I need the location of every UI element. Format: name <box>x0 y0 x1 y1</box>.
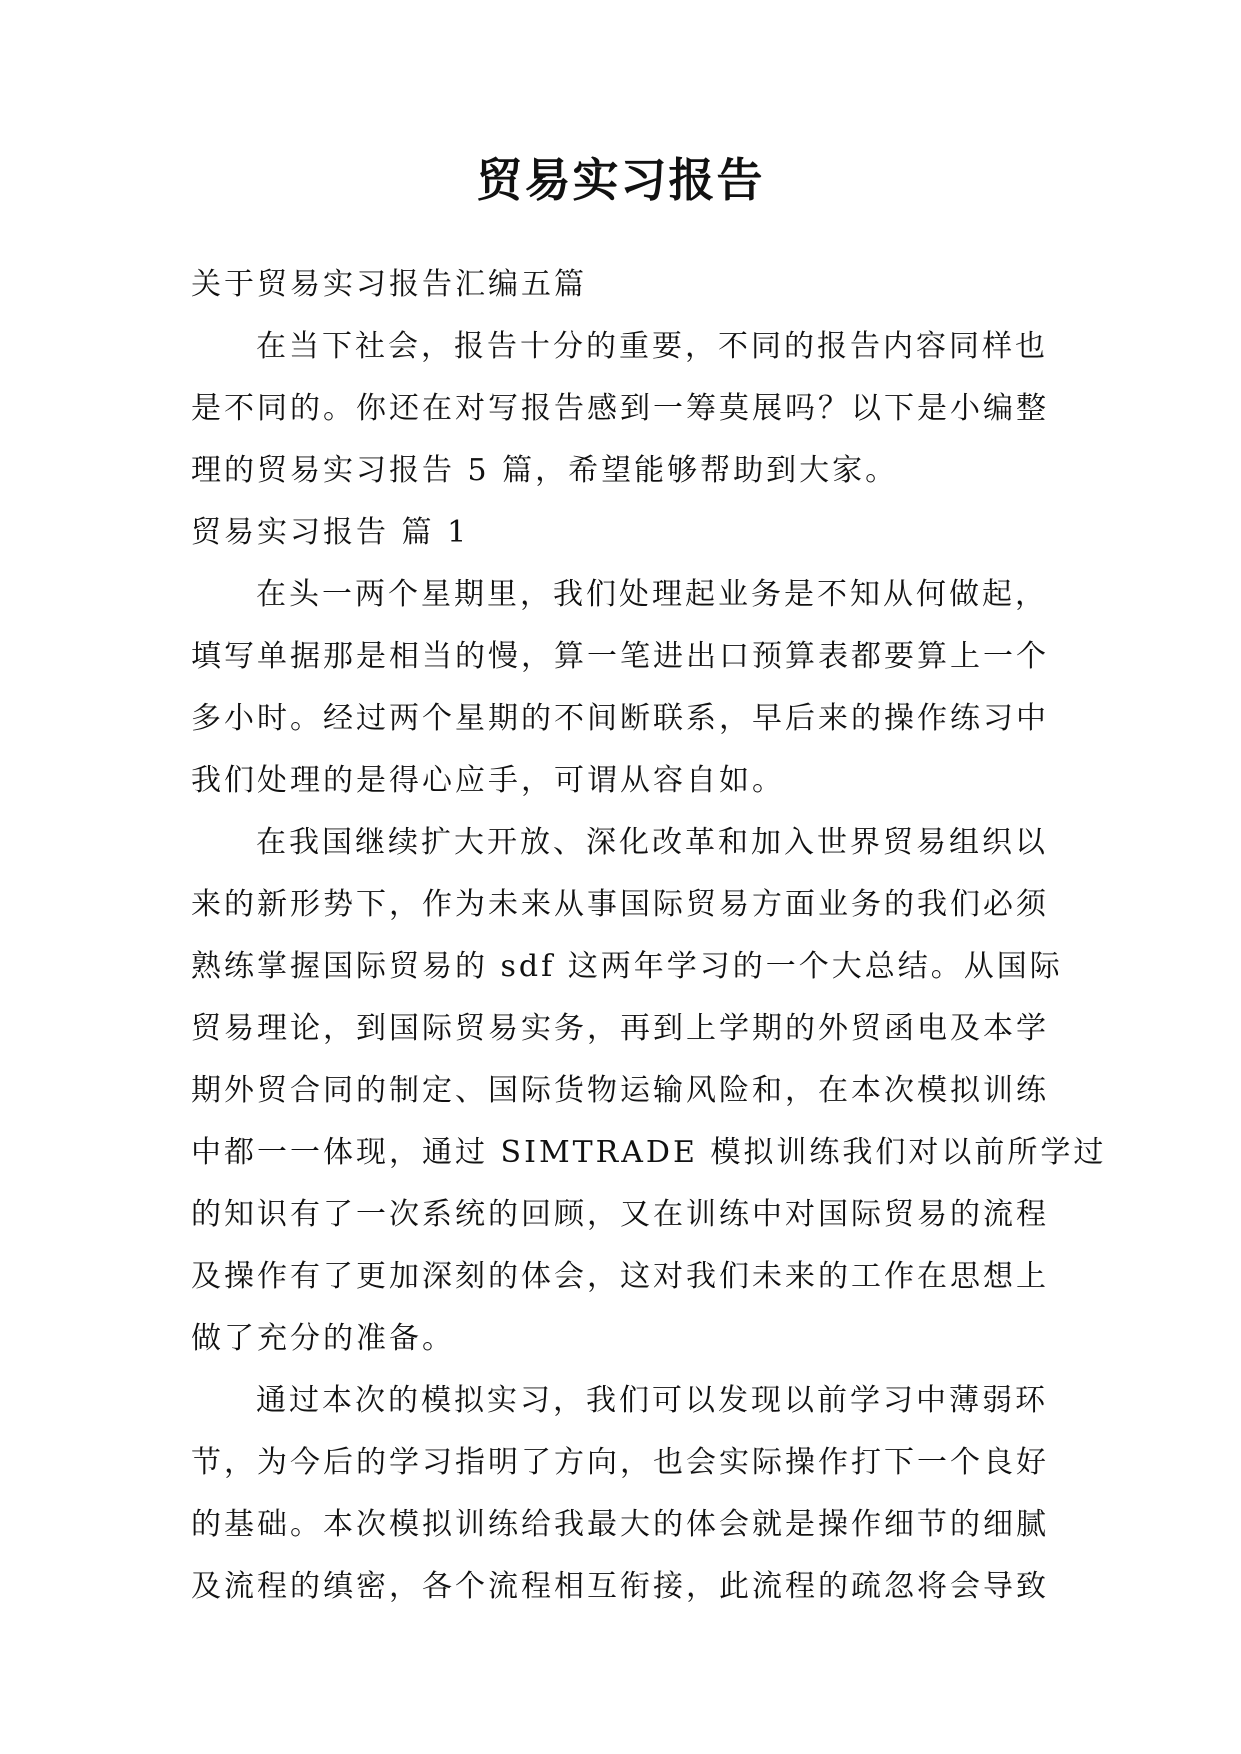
text-line: 及操作有了更加深刻的体会，这对我们未来的工作在思想上 <box>191 1259 1049 1294</box>
text-line: 的知识有了一次系统的回顾，又在训练中对国际贸易的流程 <box>191 1197 1049 1232</box>
text-line: 期外贸合同的制定、国际货物运输风险和，在本次模拟训练 <box>191 1073 1049 1108</box>
text-line: 理的贸易实习报告 5 篇，希望能够帮助到大家。 <box>191 453 899 488</box>
text-line: 及流程的缜密，各个流程相互衔接，此流程的疏忽将会导致 <box>191 1569 1049 1604</box>
paragraph-first-line: 在头一两个星期里，我们处理起业务是不知从何做起， <box>256 577 1048 612</box>
paragraph-first-line: 在我国继续扩大开放、深化改革和加入世界贸易组织以 <box>256 825 1048 860</box>
text-line: 多小时。经过两个星期的不间断联系，早后来的操作练习中 <box>191 701 1049 736</box>
text-line: 关于贸易实习报告汇编五篇 <box>191 267 587 302</box>
paragraph-first-line: 通过本次的模拟实习，我们可以发现以前学习中薄弱环 <box>256 1383 1048 1418</box>
text-line: 贸易实习报告 篇 1 <box>191 515 470 550</box>
text-line: 是不同的。你还在对写报告感到一筹莫展吗？以下是小编整 <box>191 391 1049 426</box>
text-line: 来的新形势下，作为未来从事国际贸易方面业务的我们必须 <box>191 887 1049 922</box>
paragraph-first-line: 在当下社会，报告十分的重要，不同的报告内容同样也 <box>256 329 1048 364</box>
text-line: 我们处理的是得心应手，可谓从容自如。 <box>191 763 785 798</box>
text-line: 节，为今后的学习指明了方向，也会实际操作打下一个良好 <box>191 1445 1049 1480</box>
text-line: 填写单据那是相当的慢，算一笔进出口预算表都要算上一个 <box>191 639 1049 674</box>
text-line: 贸易理论，到国际贸易实务，再到上学期的外贸函电及本学 <box>191 1011 1049 1046</box>
text-line: 中都一一体现，通过 SIMTRADE 模拟训练我们对以前所学过 <box>191 1135 1107 1170</box>
document-title: 贸易实习报告 <box>476 153 765 207</box>
text-line: 做了充分的准备。 <box>191 1321 455 1356</box>
text-line: 熟练掌握国际贸易的 sdf 这两年学习的一个大总结。从国际 <box>191 949 1063 984</box>
text-line: 的基础。本次模拟训练给我最大的体会就是操作细节的细腻 <box>191 1507 1049 1542</box>
